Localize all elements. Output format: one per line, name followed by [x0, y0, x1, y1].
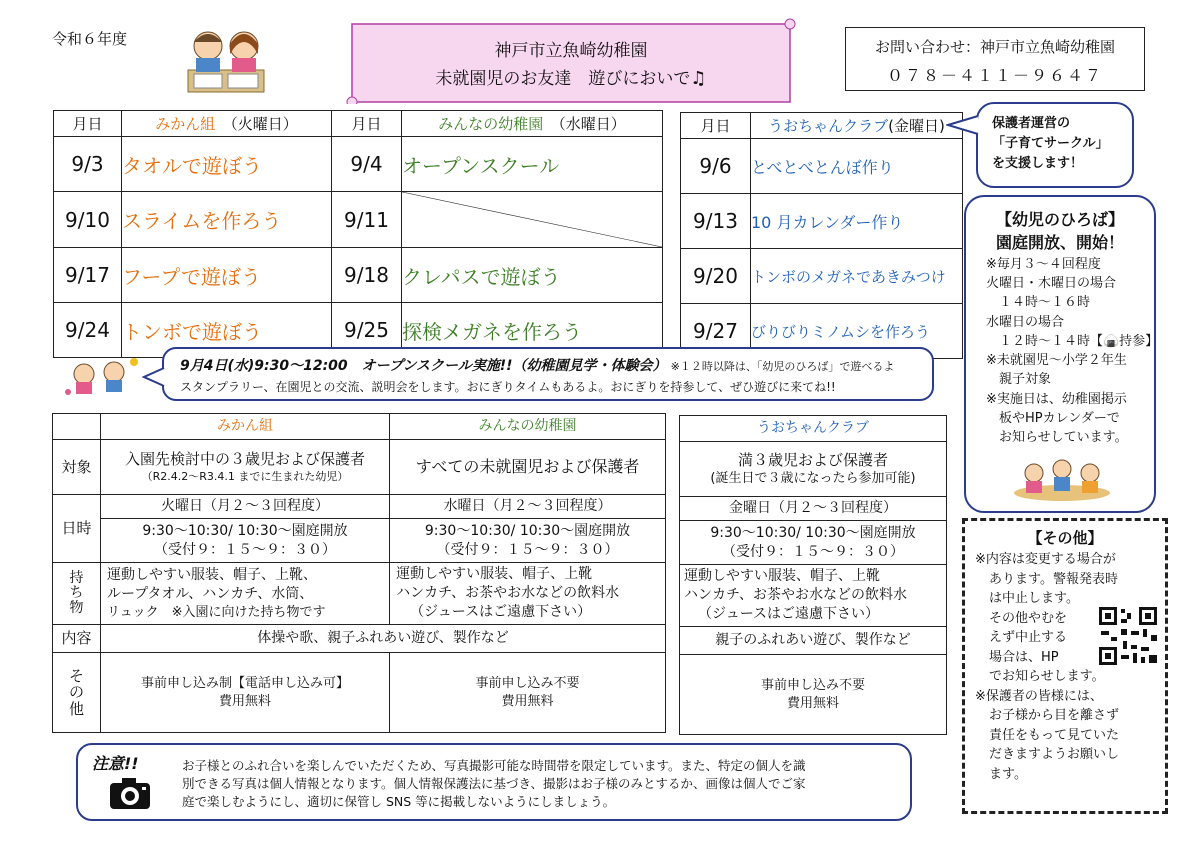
day-club: 金曜日（月２～３回程度）: [680, 497, 947, 521]
hiroba-line: お知らせしています。: [986, 430, 1128, 446]
music-note-icon: ♫: [690, 68, 707, 89]
others-box: [962, 518, 1168, 814]
table-row: [54, 248, 663, 303]
others-line: 場合は、HP: [989, 649, 1059, 665]
others-line: ます。: [989, 766, 1027, 782]
row-label: 内容: [53, 625, 101, 653]
bubble-line: 「子育てサークル」: [992, 136, 1109, 152]
club-info-table: [679, 415, 947, 735]
sandbox-children-illustration: [1012, 453, 1112, 501]
items-club: 運動しやすい服装、帽子、上靴 ハンカチ、お茶やお水などの飲料水 （ジュースはご遠慮下さい）: [680, 565, 947, 627]
bubble-pointer: [142, 366, 166, 388]
table-row: [680, 497, 947, 521]
table-row: [680, 521, 947, 565]
col-date: 月日: [681, 113, 751, 139]
others-line: は中止します。: [989, 591, 1079, 606]
other-mikan: 事前申し込み制【電話申し込み可】 費用無料: [101, 653, 390, 733]
table-row: [53, 653, 666, 733]
circle-support-bubble: [976, 102, 1134, 188]
date-cell: 9/3: [54, 137, 122, 192]
target-mikan: 入園先検討中の３歳児および保護者 （R2.4.2～R3.4.1 までに生まれた幼児）: [101, 440, 390, 495]
camera-icon: [108, 775, 152, 811]
empty-diagonal-cell: [402, 192, 663, 248]
bubble-line: を支援します！: [992, 156, 1084, 172]
hiroba-line: ※実施日は、幼稚園掲示: [986, 391, 1127, 407]
row-label: その他: [53, 653, 101, 733]
activity-cell: タオルで遊ぼう: [122, 137, 332, 192]
col-mikan: みかん組 （火曜日）: [122, 111, 332, 137]
open-school-bubble: [162, 347, 934, 401]
others-line: でお知らせします。: [989, 669, 1105, 684]
contact-label: お問い合わせ：神戸市立魚崎幼稚園: [874, 38, 1115, 56]
bubble-line: 保護者運営の: [992, 116, 1071, 131]
row-label: 日時: [53, 495, 101, 563]
school-name: 神戸市立魚崎幼稚園: [494, 41, 648, 61]
others-line: その他やむを: [989, 610, 1068, 626]
hiroba-box: [964, 195, 1159, 513]
title-banner: [346, 18, 796, 104]
table-row: [54, 192, 663, 248]
others-line: お子様から目を離さず: [989, 708, 1120, 723]
time-mikan: 9:30～10:30/ 10:30～園庭開放 （受付９：１５～９：３０）: [101, 519, 390, 563]
schedule-table-tue-wed: [53, 110, 663, 358]
hiroba-line: ※未就園児～小学２年生: [986, 353, 1127, 369]
open-school-headline: 9月4日(水)9:30～12:00 オープンスクール実施!!（幼稚園見学・体験会）: [180, 358, 667, 374]
caution-line: 別できる写真は個人情報となります。個人情報保護法に基づき、撮影はお子様のみとするか、画像は個人でご家: [182, 776, 806, 792]
others-line: あります。警報発表時: [989, 571, 1118, 587]
date-cell: 9/25: [332, 303, 402, 358]
contact-box: [845, 27, 1145, 91]
table-row: [681, 194, 963, 249]
hiroba-line: 板やHPカレンダーで: [986, 410, 1120, 426]
program-info-table: [52, 413, 666, 733]
table-row: [54, 137, 663, 192]
table-row: [53, 563, 666, 625]
open-school-desc: スタンプラリー、在園児との交流、説明会をします。おにぎりタイムもあるよ。おにぎりを持参して、ぜひ遊びに来てね!!: [180, 380, 836, 394]
date-cell: 9/13: [681, 194, 751, 249]
col-club: うおちゃんクラブ: [680, 416, 947, 442]
other-club: 事前申し込み不要 費用無料: [680, 655, 947, 735]
date-cell: 9/20: [681, 249, 751, 304]
hiroba-line: ※毎月３～４回程度: [986, 257, 1101, 272]
schedule-table-fri: [680, 112, 963, 359]
col-minna: みんなの幼稚園: [390, 414, 666, 440]
hiroba-line: 水曜日の場合: [986, 314, 1065, 330]
others-line: ※保護者の皆様には、: [975, 688, 1103, 704]
activity-cell: 10 月カレンダー作り: [751, 194, 963, 249]
kids-playing-illustration: [62, 354, 142, 400]
target-club: 満３歳児および保護者 (誕生日で３歳になったら参加可能): [680, 442, 947, 497]
target-minna: すべての未就園児および保護者: [390, 440, 666, 495]
date-cell: 9/18: [332, 248, 402, 303]
date-cell: 9/24: [54, 303, 122, 358]
caution-line: 庭で楽しむようにし、適切に保管し SNS 等に掲載しないようにしましょう。: [182, 794, 616, 810]
qr-code-icon[interactable]: [1097, 605, 1159, 667]
day-minna: 水曜日（月２～３回程度）: [390, 495, 666, 519]
corner-cell: [53, 414, 101, 440]
others-line: だきますようお願いし: [989, 747, 1120, 762]
hiroba-line: １２時～１４時【🍙持参】: [986, 333, 1159, 349]
activity-cell: とべとべとんぼ作り: [751, 139, 963, 194]
date-cell: 9/10: [54, 192, 122, 248]
date-cell: 9/27: [681, 304, 751, 359]
activity-cell: トンボのメガネであきみつけ: [751, 249, 963, 304]
hiroba-title: 【幼児のひろば】: [995, 210, 1124, 229]
others-line: 責任をもって見ていた: [989, 727, 1120, 743]
col-mikan: みかん組: [101, 414, 390, 440]
banner-subtitle: 未就園児のお友達 遊びにおいで♫: [435, 68, 707, 89]
day-mikan: 火曜日（月２～３回程度）: [101, 495, 390, 519]
children-drawing-illustration: [186, 24, 266, 96]
others-title: 【その他】: [1027, 529, 1103, 547]
table-row: [680, 565, 947, 627]
activity-cell: 探検メガネを作ろう: [402, 303, 663, 358]
table-row: [53, 440, 666, 495]
activity-cell: オープンスクール: [402, 137, 663, 192]
col-date: 月日: [54, 111, 122, 137]
date-cell: 9/6: [681, 139, 751, 194]
table-row: [680, 655, 947, 735]
col-minna: みんなの幼稚園 （水曜日）: [402, 111, 663, 137]
table-row: [53, 495, 666, 519]
caution-line: お子様とのふれ合いを楽しんでいただくため、写真撮影可能な時間帯を限定しています。また、特定の個人を識: [182, 758, 806, 773]
content-club: 親子のふれあい遊び、製作など: [680, 627, 947, 655]
time-club: 9:30～10:30/ 10:30～園庭開放 （受付９：１５～９：３０）: [680, 521, 947, 565]
caution-label: 注意!!: [92, 754, 139, 773]
table-row: [681, 249, 963, 304]
contact-phone: ０７８－４１１－９６４７: [886, 66, 1103, 85]
date-cell: 9/17: [54, 248, 122, 303]
fiscal-year: 令和６年度: [52, 30, 128, 48]
col-date: 月日: [332, 111, 402, 137]
table-row: [681, 139, 963, 194]
activity-cell: トンボで遊ぼう: [122, 303, 332, 358]
table-row: [680, 442, 947, 497]
activity-cell: クレパスで遊ぼう: [402, 248, 663, 303]
others-line: えず中止する: [989, 630, 1068, 645]
open-school-note: ※１２時以降は、「幼児のひろば」で遊べるよ: [670, 360, 895, 373]
col-club: うおちゃんクラブ(金曜日): [751, 113, 963, 139]
items-mikan: 運動しやすい服装、帽子、上靴、 ループタオル、ハンカチ、水筒、 リュック ※入園に向けた持ち物です: [101, 563, 390, 625]
hiroba-subtitle: 園庭開放、開始！: [995, 233, 1124, 252]
items-minna: 運動しやすい服装、帽子、上靴 ハンカチ、お茶やお水などの飲料水 （ジュースはご遠慮下さい）: [390, 563, 666, 625]
table-row: [53, 625, 666, 653]
activity-cell: スライムを作ろう: [122, 192, 332, 248]
date-cell: 9/11: [332, 192, 402, 248]
bubble-pointer: [946, 114, 980, 136]
hiroba-line: 親子対象: [986, 372, 1052, 388]
table-row: [53, 519, 666, 563]
other-minna: 事前申し込み不要 費用無料: [390, 653, 666, 733]
caution-box: [76, 743, 912, 821]
time-minna: 9:30～10:30/ 10:30～園庭開放 （受付９：１５～９：３０）: [390, 519, 666, 563]
content-main: 体操や歌、親子ふれあい遊び、製作など: [101, 625, 666, 653]
row-label: 持ち物: [53, 563, 101, 625]
row-label: 対象: [53, 440, 101, 495]
hiroba-line: １４時～１６時: [986, 295, 1091, 311]
hiroba-line: 火曜日・木曜日の場合: [986, 276, 1117, 292]
date-cell: 9/4: [332, 137, 402, 192]
others-line: ※内容は変更する場合が: [975, 552, 1116, 567]
activity-cell: びりびりミノムシを作ろう: [751, 304, 963, 359]
table-row: [680, 627, 947, 655]
activity-cell: フープで遊ぼう: [122, 248, 332, 303]
